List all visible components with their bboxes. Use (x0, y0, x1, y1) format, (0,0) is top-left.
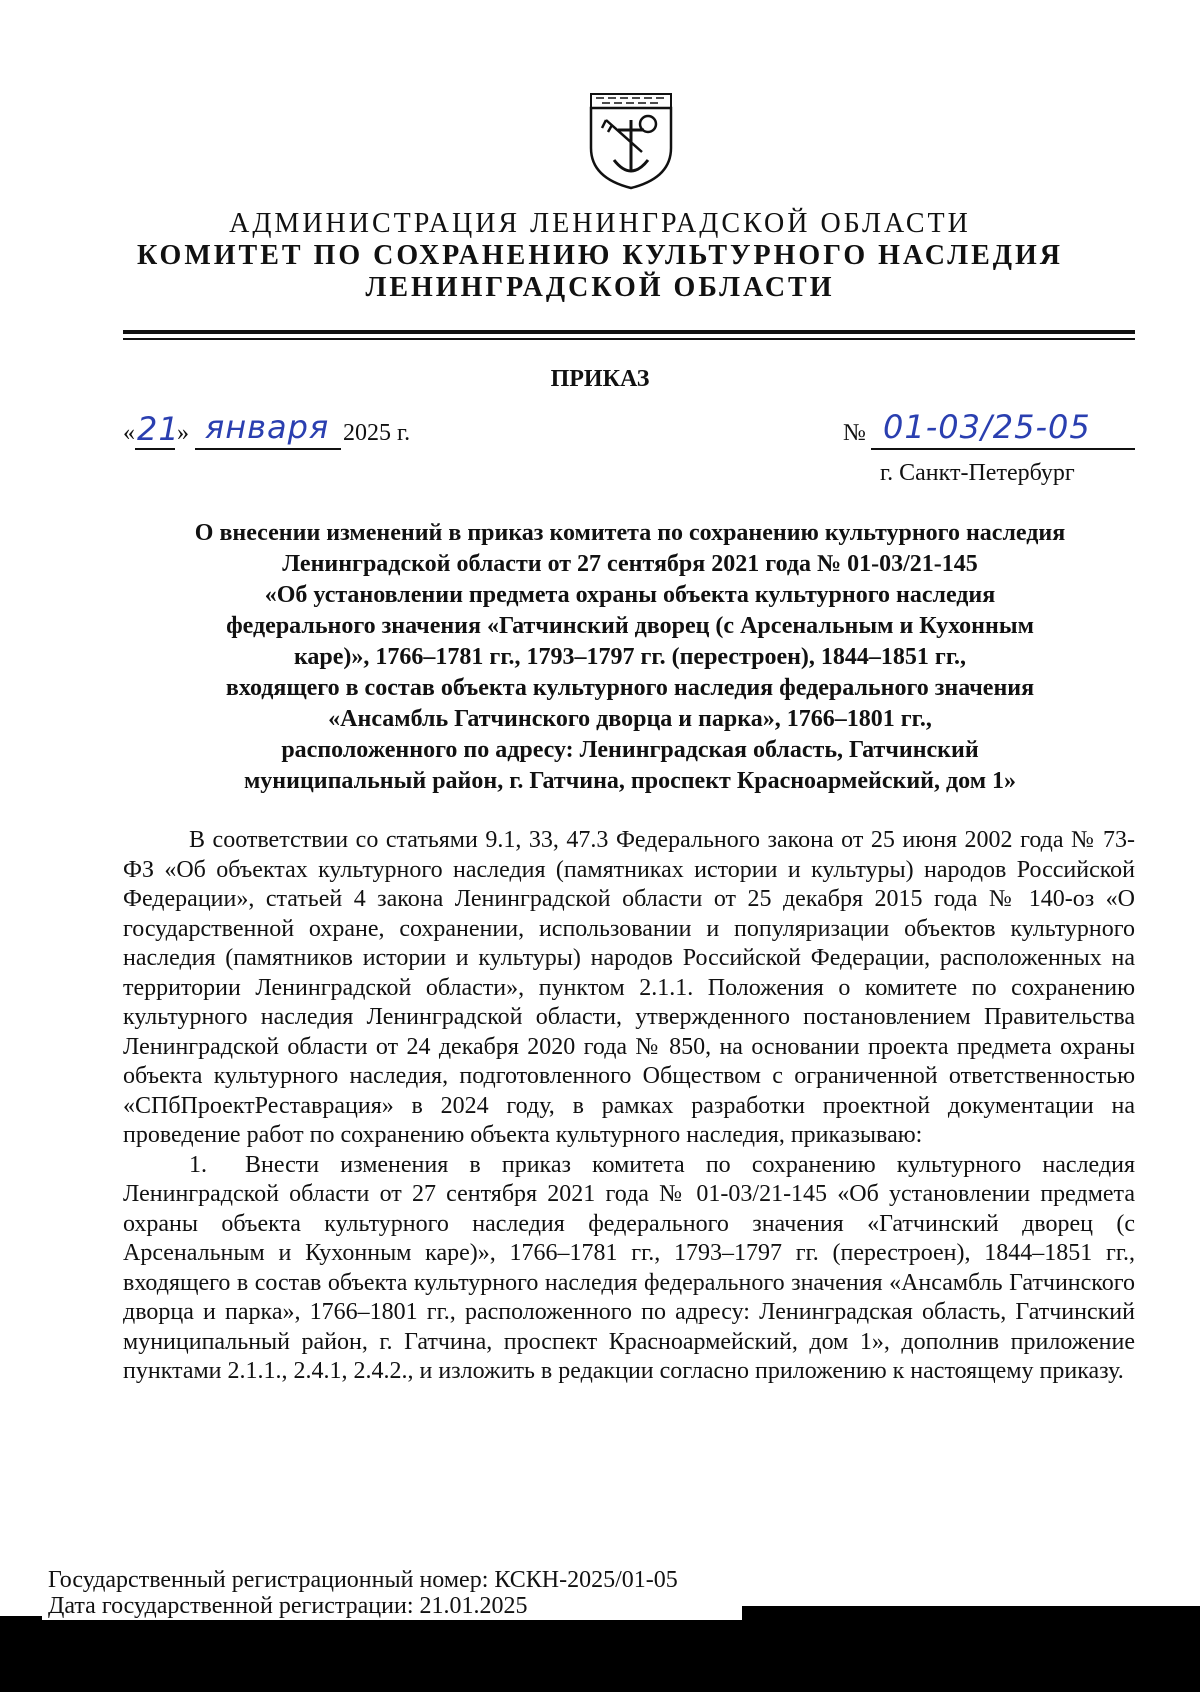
order-city: г. Санкт-Петербург (880, 460, 1075, 486)
month-underline (195, 448, 341, 450)
subject-line: «Ансамбль Гатчинского дворца и парка», 1766–1801 гг., (328, 706, 932, 732)
day-underline (135, 448, 175, 450)
order-month: января (205, 408, 330, 446)
subject-line: федерального значения «Гатчинский дворец (с Арсенальным и Кухонным (226, 613, 1034, 639)
order-number: 01-03/25-05 (883, 408, 1091, 446)
number-underline (871, 448, 1135, 450)
order-subject (120, 518, 1140, 797)
subject-line: «Об установлении предмета охраны объекта культурного наследия (264, 582, 996, 608)
subject-line: входящего в состав объекта культурного наследия федерального значения (225, 675, 1035, 701)
item-1-number: 1. (189, 1151, 207, 1178)
coat-of-arms-icon (586, 90, 676, 190)
subject-line: муниципальный район, г. Гатчина, проспект Красноармейский, дом 1» (243, 768, 1017, 794)
registration-date: Дата государственной регистрации: 21.01.2025 (48, 1593, 528, 1619)
header-divider-thick (123, 330, 1135, 334)
administration-heading: АДМИНИСТРАЦИЯ ЛЕНИНГРАДСКОЙ ОБЛАСТИ (229, 208, 971, 239)
order-title: ПРИКАЗ (550, 366, 650, 392)
order-year: 2025 г. (343, 420, 411, 446)
item-1-text: Внести изменения в приказ комитета по сохранению культурного наследия Ленинградской области от 27 сентября 2021 года № 01-03/21-145 «Об установлении предмета охраны объекта культурного наследия федерального значения «Гатчинский дворец (с Арсенальным и Кухонным каре)», 1766–1781 гг., 1793–1797 гг. (перестроен), 1844–1851 гг., входящего в состав объекта культурного наследия федерального значения «Ансамбль Гатчинского дворца и парка», 1766–1801 гг., расположенного по адресу: Ленинградская область, Гатчинский муниципальный район, г. Гатчина, проспект Красноармейский, дом 1», дополнив приложение пунктами 2.1.1., 2.4.1, 2.4.2., и изложить в редакции согласно приложению к настоящему приказу. (123, 1151, 1135, 1384)
committee-heading: КОМИТЕТ ПО СОХРАНЕНИЮ КУЛЬТУРНОГО НАСЛЕДИЯ (136, 240, 1064, 271)
quote-open: « (123, 420, 135, 446)
subject-line: каре)», 1766–1781 гг., 1793–1797 гг. (перестроен), 1844–1851 гг., (293, 644, 967, 670)
registration-stamp (42, 1568, 1200, 1692)
header-divider-thin (123, 338, 1135, 340)
quote-close: » (177, 420, 189, 446)
item-1-paragraph (123, 1151, 1135, 1387)
subject-line: Ленинградской области от 27 сентября 2021 года № 01-03/21-145 (282, 551, 978, 577)
order-number-label: № (843, 420, 866, 446)
preamble-paragraph: В соответствии со статьями 9.1, 33, 47.3 Федерального закона от 25 июня 2002 года № 73-ФЗ «Об объектах культурного наследия (памятниках истории и культуры) народов Российской Федерации», статьей 4 закона Ленинградской области от 25 декабря 2015 года № 140-оз «О государственной охране, сохранении, использовании и популяризации объектов культурного наследия (памятников истории и культуры) народов Российской Федерации, расположенных на территории Ленинградской области», пунктом 2.1.1. Положения о комитете по сохранению культурного наследия Ленинградской области, утвержденного постановлением Правительства Ленинградской области от 24 декабря 2020 года № 850, на основании проекта предмета охраны объекта культурного наследия, подготовленного Обществом с ограниченной ответственностью «СПбПроектРеставрация» в 2024 году, в рамках разработки проектной документации на проведение работ по сохранению объекта культурного наследия, приказываю: (123, 827, 1135, 1148)
registration-number: Государственный регистрационный номер: КСКН-2025/01-05 (48, 1567, 678, 1593)
order-day: 21 (137, 410, 180, 448)
region-heading: ЛЕНИНГРАДСКОЙ ОБЛАСТИ (365, 272, 835, 303)
order-body (123, 826, 1135, 1387)
subject-line: О внесении изменений в приказ комитета по сохранению культурного наследия (194, 520, 1066, 546)
subject-line: расположенного по адресу: Ленинградская область, Гатчинский (281, 737, 979, 763)
